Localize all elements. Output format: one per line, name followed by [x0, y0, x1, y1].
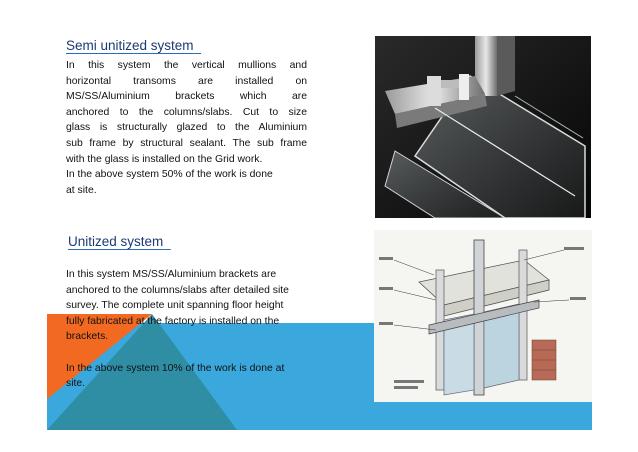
body-line: In this system the vertical mullions and	[66, 60, 307, 71]
body-line: anchored to the columns/slabs. Cut to size	[66, 106, 307, 118]
body-line: In the above system 10% of the work is done at	[66, 362, 285, 374]
body-line: with the glass is installed on the Grid work.	[66, 153, 263, 165]
semi-unitized-body	[66, 58, 307, 198]
unitized-body	[66, 267, 346, 392]
curtain-wall-sketch-graphic	[374, 230, 592, 402]
body-line: sub frame by structural sealant. The sub frame	[66, 137, 307, 149]
mullion-photo-graphic	[375, 36, 591, 218]
body-line-blank	[66, 345, 346, 361]
body-line: brackets.	[66, 331, 109, 343]
body-line: fully fabricated at the factory is installed on the	[66, 315, 280, 327]
body-line: horizontal transoms are installed on	[66, 75, 307, 87]
body-line: glass is structurally glazed to the Aluminium	[66, 122, 307, 134]
mullion-photo	[375, 36, 591, 218]
body-line: In the above system 50% of the work is done	[66, 169, 273, 181]
body-line: MS/SS/Aluminium brackets which are	[66, 91, 307, 103]
unitized-heading: Unitized system	[68, 234, 164, 249]
curtain-wall-drawing	[374, 230, 592, 402]
body-line: survey. The complete unit spanning floor height	[66, 300, 284, 312]
body-line: at site.	[66, 184, 97, 196]
body-line: In this system MS/SS/Aluminium brackets are	[66, 269, 277, 280]
semi-unitized-heading: Semi unitized system	[66, 38, 194, 53]
body-line: anchored to the columns/slabs after detailed site	[66, 284, 289, 296]
body-line: site.	[66, 378, 86, 390]
